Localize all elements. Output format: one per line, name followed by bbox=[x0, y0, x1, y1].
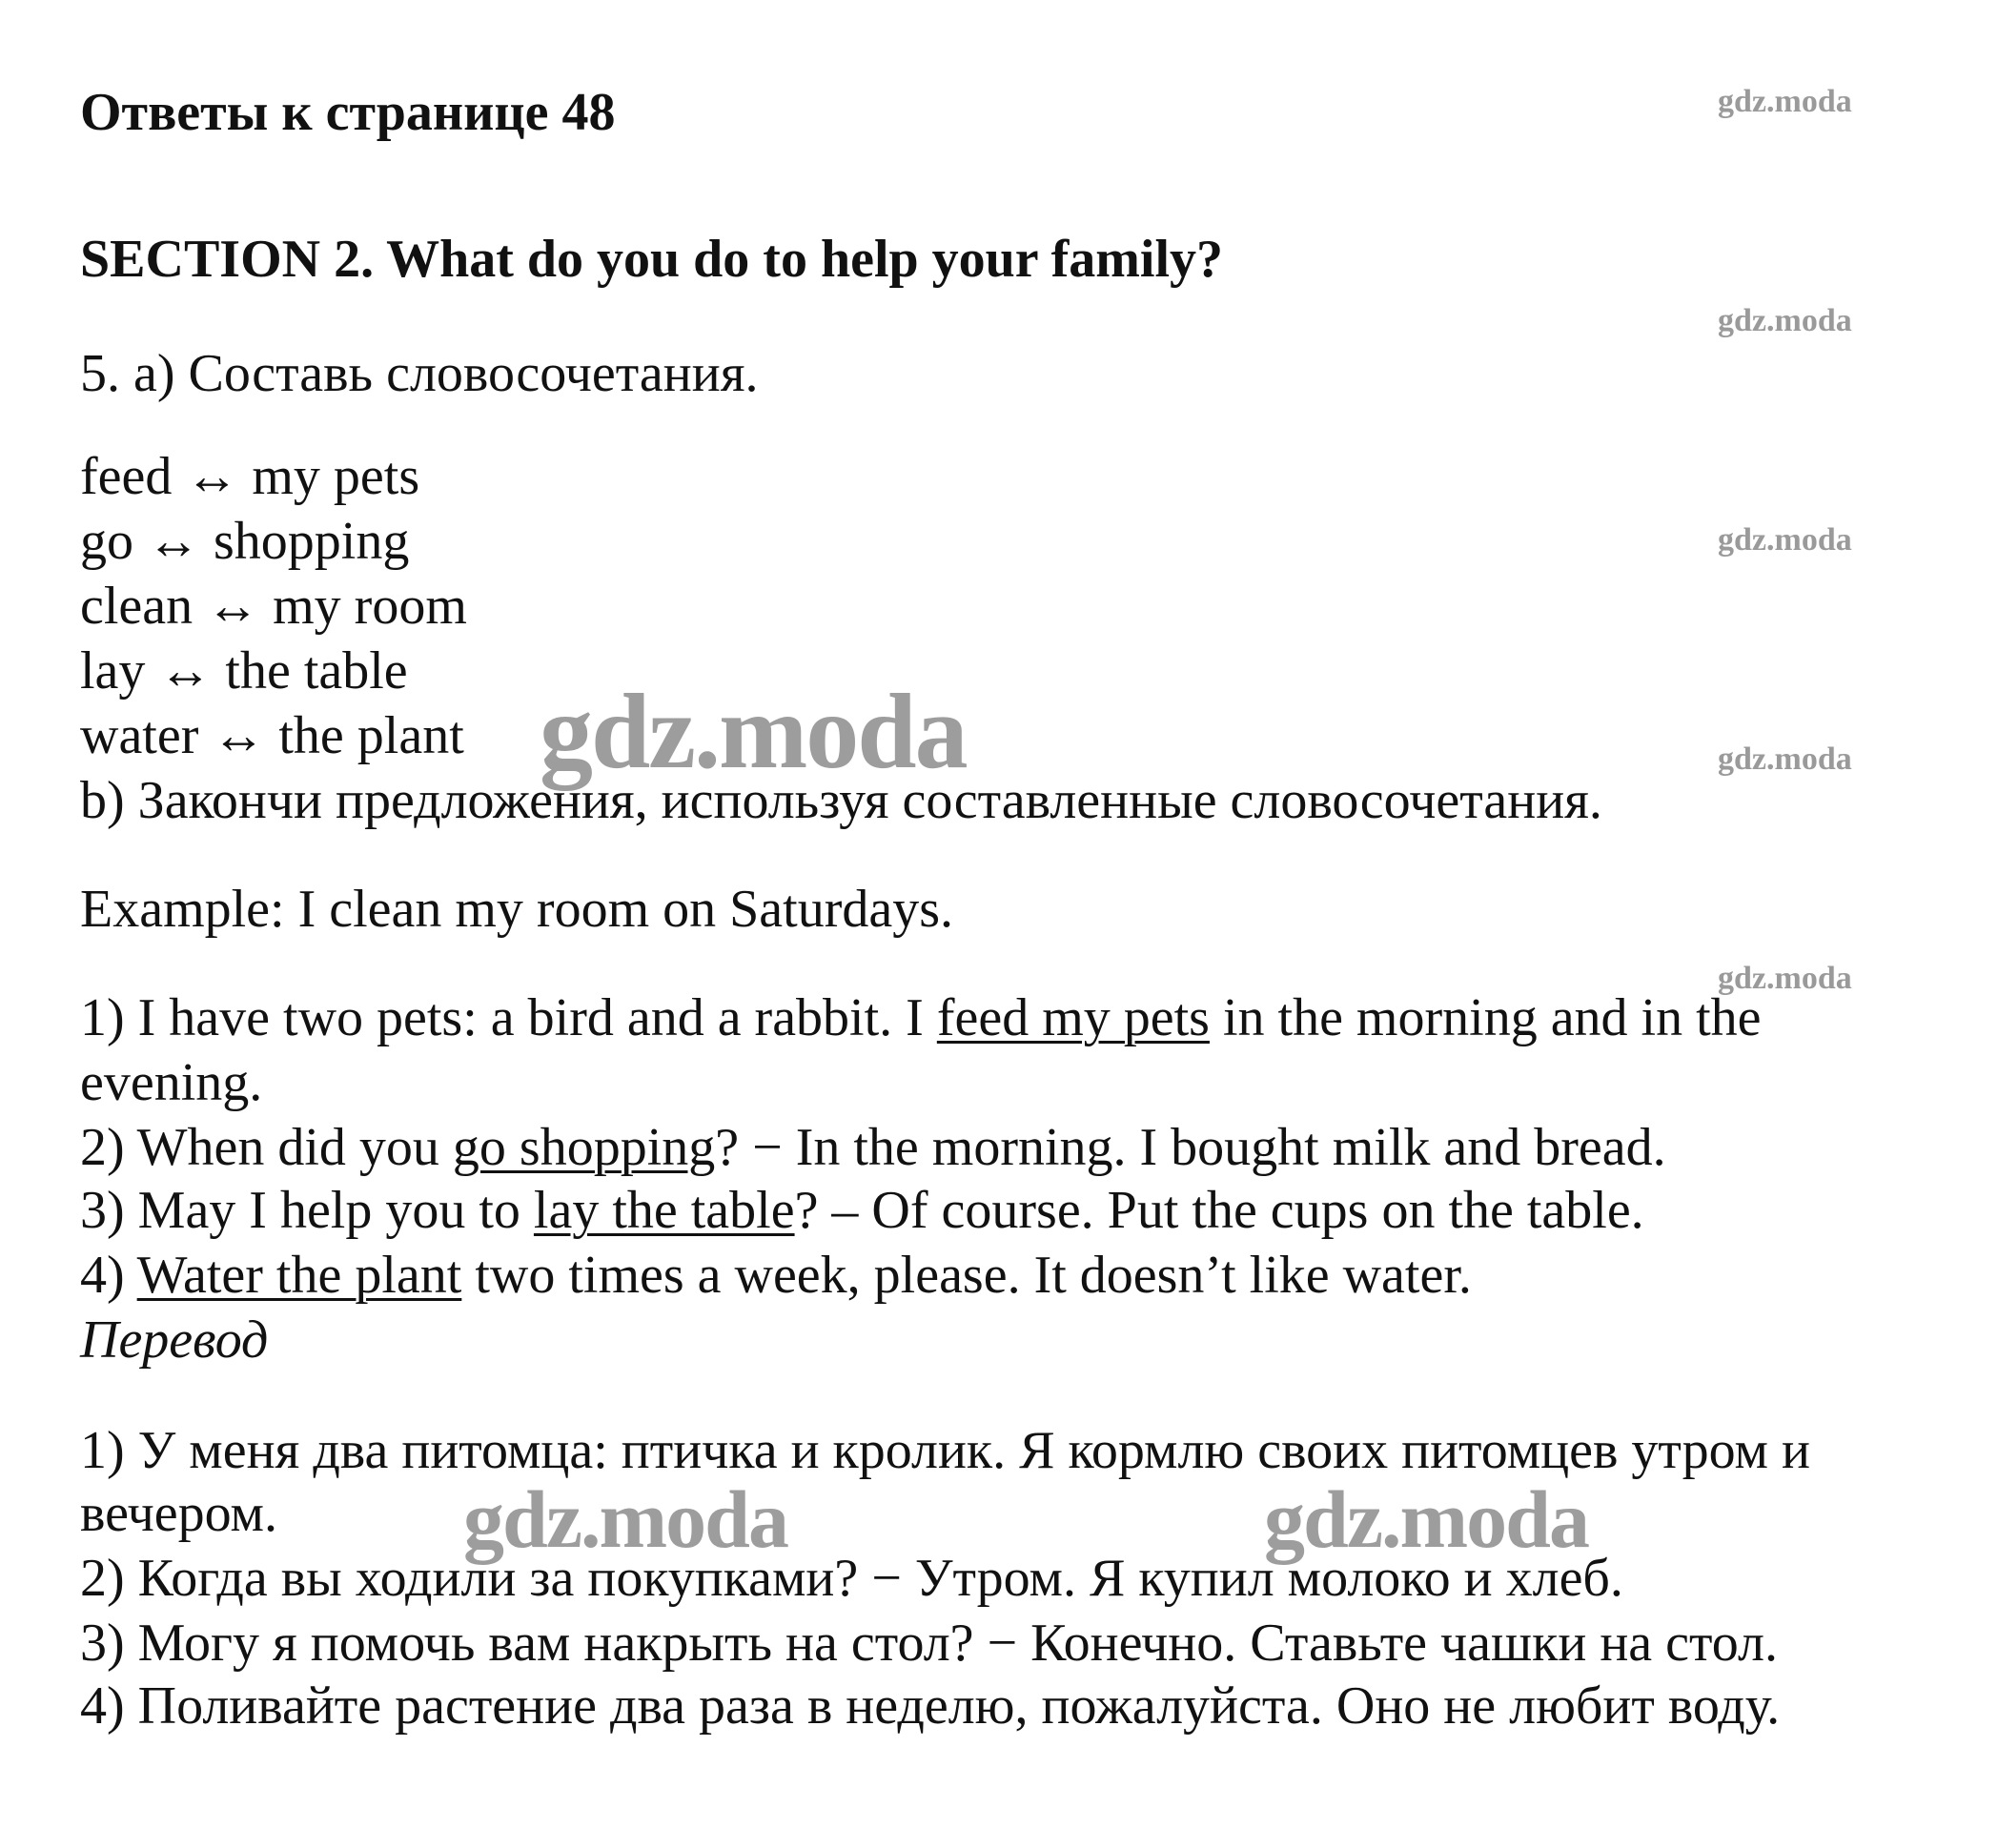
watermark-large: gdz.moda bbox=[540, 673, 967, 791]
task-b-instruction: b) Закончи предложения, используя составленные словосочетания. bbox=[80, 771, 1602, 830]
translation-label: Перевод bbox=[80, 1310, 269, 1370]
translation-4: 4) Поливайте растение два раза в неделю, пожалуйста. Оно не любит воду. bbox=[80, 1676, 1781, 1736]
answer-2-pre: 2) When did you bbox=[80, 1118, 453, 1177]
translation-2: 2) Когда вы ходили за покупками? − Утром. Я купил молоко и хлеб. bbox=[80, 1549, 1623, 1608]
answer-4-pre: 4) bbox=[80, 1246, 137, 1305]
answer-4-filled: Water the plant bbox=[136, 1246, 462, 1305]
answer-2-post: ? − In the morning. I bought milk and bread. bbox=[715, 1118, 1666, 1177]
watermark-small: gdz.moda bbox=[1718, 522, 1852, 558]
translation-1: 1) У меня два питомца: птичка и кролик. Я кормлю своих питомцев утром и bbox=[80, 1421, 1810, 1480]
answer-1 bbox=[80, 985, 1762, 1050]
watermark-small: gdz.moda bbox=[1718, 303, 1852, 338]
answer-2 bbox=[80, 1115, 1666, 1180]
word-pair: clean ↔ my room bbox=[80, 577, 467, 636]
answer-1-filled: feed my pets bbox=[936, 988, 1210, 1047]
watermark-small: gdz.moda bbox=[1718, 741, 1852, 777]
answer-2-filled: go shopping bbox=[452, 1118, 716, 1177]
word-pair: water ↔ the plant bbox=[80, 706, 464, 765]
watermark-small: gdz.moda bbox=[1718, 84, 1852, 119]
answer-1-pre: 1) I have two pets: a bird and a rabbit. I bbox=[80, 988, 937, 1047]
word-pair: go ↔ shopping bbox=[80, 512, 410, 571]
section-title: SECTION 2. What do you do to help your family? bbox=[80, 230, 1224, 289]
answer-3-filled: lay the table bbox=[533, 1181, 795, 1240]
answer-4 bbox=[80, 1243, 1472, 1308]
page-heading: Ответы к странице 48 bbox=[80, 83, 616, 142]
example-sentence: Example: I clean my room on Saturdays. bbox=[80, 880, 953, 939]
task-a-instruction: 5. а) Составь словосочетания. bbox=[80, 344, 759, 403]
translation-3: 3) Могу я помочь вам накрыть на стол? − Конечно. Ставьте чашки на стол. bbox=[80, 1614, 1778, 1673]
answer-1-post: in the morning and in the bbox=[1209, 988, 1762, 1047]
answer-4-post: two times a week, please. It doesn’t like water. bbox=[461, 1246, 1472, 1305]
watermark-large: gdz.moda bbox=[1264, 1473, 1588, 1565]
watermark-large: gdz.moda bbox=[463, 1473, 787, 1565]
word-pair: feed ↔ my pets bbox=[80, 447, 420, 506]
watermark-small: gdz.moda bbox=[1718, 961, 1852, 996]
translation-1-continuation: вечером. bbox=[80, 1484, 277, 1543]
answer-3-post: ? – Of course. Put the cups on the table. bbox=[794, 1181, 1644, 1240]
word-pair: lay ↔ the table bbox=[80, 641, 408, 701]
answer-1-continuation: evening. bbox=[80, 1053, 263, 1112]
answer-3-pre: 3) May I help you to bbox=[80, 1181, 534, 1240]
answer-3 bbox=[80, 1178, 1644, 1243]
